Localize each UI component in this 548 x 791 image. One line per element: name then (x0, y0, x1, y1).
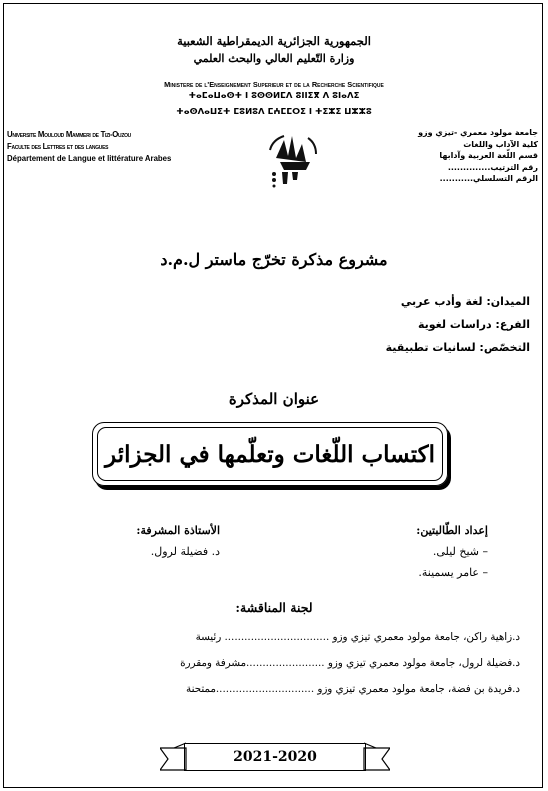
specialization-block (230, 290, 530, 359)
supervisor-label: الأستاذة المشرفة: (136, 524, 220, 537)
committee-list (40, 624, 520, 702)
students-label: إعداد الطّالبتين: (416, 524, 488, 537)
field-branch: الفرع: دراسات لغوية (417, 318, 530, 331)
year-ribbon (160, 740, 390, 774)
committee-member: د.زاهية راكن، جامعة مولود معمري تيزي وزو ................................ رئيسة (195, 631, 520, 643)
committee-member: د.فريدة بن فضة، جامعة مولود معمري تيزي وزو ..............................ممتحنة (186, 683, 520, 695)
committee-label: لجنة المناقشة: (235, 600, 313, 615)
committee-member: د.فضيلة لرول، جامعة مولود معمري تيزي وزو ........................مشرفة ومقررة (180, 657, 520, 669)
serial-number-field: الرقم التسلسلي........... (439, 174, 538, 183)
student-item: – شيخ ليلى. (432, 545, 488, 558)
university-logo (262, 128, 322, 190)
supervisor-block (40, 520, 220, 562)
academic-year: 2021-2020 (184, 743, 366, 771)
university-name-ar: جامعة مولود معمري -تيزي وزو (418, 128, 538, 137)
rank-number-field: رقم الترتيب.............. (447, 162, 538, 172)
memo-title: اكتساب اللّغات وتعلّمها في الجزائر (97, 427, 443, 481)
department-name-fr: Département de Langue et littérature Arabes (7, 154, 172, 163)
department-name-ar: قسم اللّغة العربية وآدابها (439, 151, 538, 160)
project-title: مشروع مذكرة تخرّج ماستر ل.م.د (160, 250, 388, 269)
field-specialization: التخصّص: لسانيات تطبيقية (385, 341, 530, 354)
tifinagh-university: ⵜⴰⵙⴷⴰⵡⵉⵜ ⵎⵓⵍⵓⴷ ⵎⵄⵎⵎⵔⵉ ⵏ ⵜⵉⵣⵉ ⵡⵣⵣⵓ (176, 107, 372, 117)
faculty-name-fr: Faculte des Lettres et des langues (7, 142, 109, 151)
university-block-french (7, 129, 257, 165)
tifinagh-ministry: ⵜⴰⵎⴰⵡⴰⵙⵜ ⵏ ⵓⵙⵙⵍⵎⴷ ⵓⵏⵏⵉⴳ ⴷ ⵓⵏⴰⴷⵉ (188, 91, 360, 101)
field-domain: الميدان: لغة وأدب عربي (400, 295, 530, 308)
university-block-arabic (338, 127, 538, 185)
faculty-name-ar: كلية الآداب واللغات (463, 139, 538, 149)
republic-title: الجمهورية الجزائرية الديمقراطية الشعبية (177, 34, 371, 48)
memo-title-box (92, 422, 448, 486)
ministry-french: Ministere de l'Enseignement Superieur et de la Recherche Scientifique (164, 80, 384, 89)
student-item: – عامر يسمينة. (418, 566, 488, 579)
supervisor-name: د. فضيلة لرول. (150, 545, 220, 558)
memo-label: عنوان المذكرة (228, 390, 320, 408)
university-name-fr: Universite Mouloud Mammeri de Tizi-Ouzou (7, 130, 131, 139)
ministry-arabic: وزارة التّعليم العالي والبحث العلمي (193, 52, 355, 65)
students-block (308, 520, 488, 583)
